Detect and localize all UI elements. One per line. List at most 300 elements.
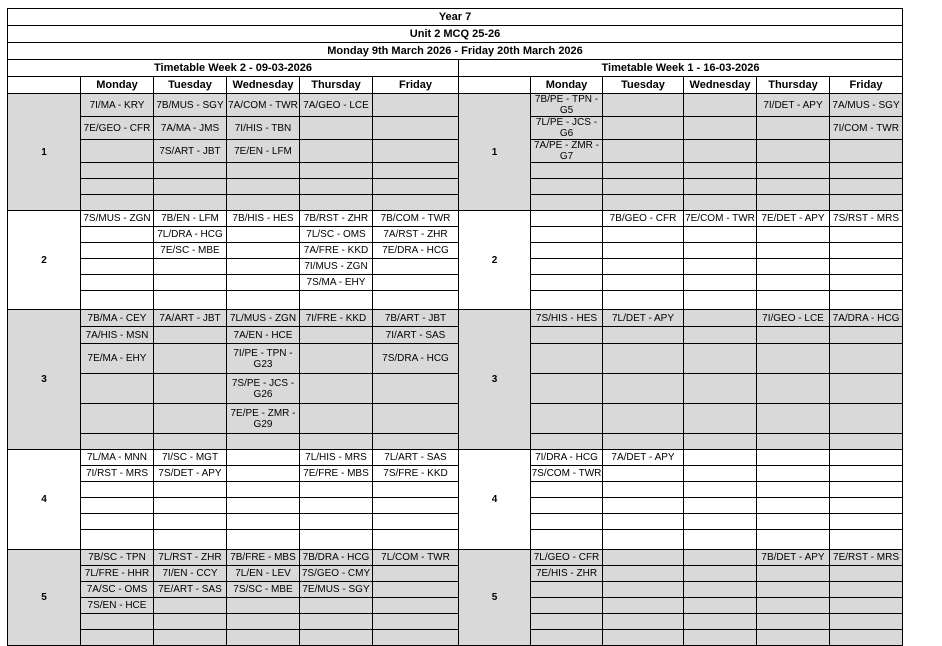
lesson-cell: 7A/ART - JBT bbox=[154, 310, 227, 327]
lesson-cell bbox=[603, 514, 684, 530]
unit-title: Unit 2 MCQ 25-26 bbox=[8, 26, 903, 43]
lesson-cell bbox=[684, 630, 757, 646]
lesson-cell: 7B/PE - TPN - G5 bbox=[531, 94, 603, 117]
lesson-cell bbox=[757, 566, 830, 582]
lesson-cell: 7I/DRA - HCG bbox=[531, 450, 603, 466]
lesson-cell: 7L/SC - OMS bbox=[300, 227, 373, 243]
lesson-cell bbox=[373, 94, 459, 117]
lesson-cell bbox=[684, 140, 757, 163]
lesson-cell bbox=[757, 598, 830, 614]
table-row bbox=[8, 404, 903, 434]
lesson-cell bbox=[300, 117, 373, 140]
lesson-cell bbox=[154, 344, 227, 374]
lesson-cell bbox=[603, 243, 684, 259]
lesson-cell: 7L/DET - APY bbox=[603, 310, 684, 327]
period-label: 2 bbox=[459, 211, 531, 310]
lesson-cell bbox=[373, 434, 459, 450]
lesson-cell bbox=[531, 163, 603, 179]
table-row bbox=[8, 117, 903, 140]
lesson-cell: 7A/MUS - SGY bbox=[830, 94, 903, 117]
lesson-cell bbox=[373, 530, 459, 550]
lesson-cell: 7I/EN - CCY bbox=[154, 566, 227, 582]
lesson-cell: 7S/MA - EHY bbox=[300, 275, 373, 291]
lesson-cell: 7S/GEO - CMY bbox=[300, 566, 373, 582]
lesson-cell bbox=[757, 514, 830, 530]
lesson-cell bbox=[757, 434, 830, 450]
table-row bbox=[8, 195, 903, 211]
lesson-cell bbox=[300, 514, 373, 530]
lesson-cell: 7A/FRE - KKD bbox=[300, 243, 373, 259]
lesson-cell bbox=[373, 404, 459, 434]
sheet-title: Year 7 bbox=[8, 9, 903, 26]
lesson-cell bbox=[81, 530, 154, 550]
lesson-cell: 7S/COM - TWR bbox=[531, 466, 603, 482]
lesson-cell: 7S/HIS - HES bbox=[531, 310, 603, 327]
table-row bbox=[8, 291, 903, 310]
lesson-cell bbox=[757, 195, 830, 211]
lesson-cell bbox=[830, 344, 903, 374]
lesson-cell bbox=[373, 582, 459, 598]
day-header: Wednesday bbox=[227, 77, 300, 94]
lesson-cell bbox=[757, 179, 830, 195]
lesson-cell: 7S/SC - MBE bbox=[227, 582, 300, 598]
lesson-cell: 7A/SC - OMS bbox=[81, 582, 154, 598]
lesson-cell bbox=[154, 179, 227, 195]
lesson-cell bbox=[603, 195, 684, 211]
lesson-cell bbox=[373, 598, 459, 614]
lesson-cell bbox=[830, 582, 903, 598]
lesson-cell bbox=[684, 434, 757, 450]
lesson-cell bbox=[757, 450, 830, 466]
lesson-cell bbox=[684, 227, 757, 243]
lesson-cell bbox=[684, 582, 757, 598]
lesson-cell bbox=[154, 514, 227, 530]
lesson-cell bbox=[830, 434, 903, 450]
lesson-cell: 7B/GEO - CFR bbox=[603, 211, 684, 227]
lesson-cell bbox=[154, 374, 227, 404]
lesson-cell bbox=[531, 227, 603, 243]
lesson-cell bbox=[757, 117, 830, 140]
lesson-cell: 7L/FRE - HHR bbox=[81, 566, 154, 582]
lesson-cell bbox=[684, 614, 757, 630]
table-row bbox=[8, 163, 903, 179]
lesson-cell bbox=[227, 466, 300, 482]
lesson-cell bbox=[154, 195, 227, 211]
lesson-cell: 7L/MA - MNN bbox=[81, 450, 154, 466]
lesson-cell bbox=[684, 514, 757, 530]
lesson-cell bbox=[531, 582, 603, 598]
lesson-cell: 7E/HIS - ZHR bbox=[531, 566, 603, 582]
day-header: Thursday bbox=[757, 77, 830, 94]
lesson-cell bbox=[227, 163, 300, 179]
day-header-row bbox=[8, 77, 903, 94]
lesson-cell bbox=[81, 195, 154, 211]
lesson-cell bbox=[81, 275, 154, 291]
lesson-cell: 7S/DRA - HCG bbox=[373, 344, 459, 374]
lesson-cell: 7E/GEO - CFR bbox=[81, 117, 154, 140]
lesson-cell bbox=[684, 530, 757, 550]
lesson-cell: 7I/MUS - ZGN bbox=[300, 259, 373, 275]
lesson-cell: 7A/DRA - HCG bbox=[830, 310, 903, 327]
lesson-cell bbox=[603, 630, 684, 646]
lesson-cell bbox=[300, 598, 373, 614]
lesson-cell bbox=[373, 630, 459, 646]
lesson-cell bbox=[81, 614, 154, 630]
lesson-cell bbox=[531, 598, 603, 614]
lesson-cell: 7E/PE - ZMR - G29 bbox=[227, 404, 300, 434]
lesson-cell bbox=[830, 450, 903, 466]
day-header: Tuesday bbox=[154, 77, 227, 94]
lesson-cell: 7L/EN - LEV bbox=[227, 566, 300, 582]
lesson-cell bbox=[684, 94, 757, 117]
lesson-cell bbox=[684, 163, 757, 179]
lesson-cell bbox=[757, 344, 830, 374]
lesson-cell bbox=[373, 482, 459, 498]
lesson-cell bbox=[373, 291, 459, 310]
lesson-cell bbox=[603, 466, 684, 482]
lesson-cell bbox=[684, 498, 757, 514]
lesson-cell bbox=[531, 179, 603, 195]
table-row bbox=[8, 275, 903, 291]
lesson-cell bbox=[830, 498, 903, 514]
lesson-cell bbox=[830, 514, 903, 530]
period-label: 2 bbox=[8, 211, 81, 310]
lesson-cell bbox=[684, 310, 757, 327]
lesson-cell bbox=[531, 291, 603, 310]
lesson-cell bbox=[531, 327, 603, 344]
table-row bbox=[8, 630, 903, 646]
lesson-cell bbox=[531, 630, 603, 646]
lesson-cell bbox=[531, 243, 603, 259]
lesson-cell bbox=[154, 614, 227, 630]
day-header: Friday bbox=[373, 77, 459, 94]
lesson-cell bbox=[227, 291, 300, 310]
lesson-cell bbox=[154, 327, 227, 344]
lesson-cell: 7A/GEO - LCE bbox=[300, 94, 373, 117]
lesson-cell bbox=[603, 582, 684, 598]
lesson-cell bbox=[757, 291, 830, 310]
lesson-cell bbox=[830, 374, 903, 404]
lesson-cell bbox=[300, 140, 373, 163]
week-1-title: Timetable Week 1 - 16-03-2026 bbox=[459, 60, 903, 77]
timetable bbox=[7, 8, 903, 646]
table-row bbox=[8, 259, 903, 275]
lesson-cell: 7I/FRE - KKD bbox=[300, 310, 373, 327]
lesson-cell bbox=[830, 466, 903, 482]
period-label: 4 bbox=[459, 450, 531, 550]
lesson-cell: 7E/RST - MRS bbox=[830, 550, 903, 566]
lesson-cell: 7I/GEO - LCE bbox=[757, 310, 830, 327]
lesson-cell bbox=[300, 482, 373, 498]
lesson-cell: 7B/MA - CEY bbox=[81, 310, 154, 327]
lesson-cell: 7L/ART - SAS bbox=[373, 450, 459, 466]
lesson-cell bbox=[757, 243, 830, 259]
lesson-cell bbox=[830, 566, 903, 582]
lesson-cell: 7E/DRA - HCG bbox=[373, 243, 459, 259]
lesson-cell bbox=[684, 450, 757, 466]
week-2-title: Timetable Week 2 - 09-03-2026 bbox=[8, 60, 459, 77]
lesson-cell: 7S/PE - JCS - G26 bbox=[227, 374, 300, 404]
lesson-cell bbox=[830, 195, 903, 211]
lesson-cell bbox=[531, 434, 603, 450]
lesson-cell bbox=[227, 195, 300, 211]
lesson-cell bbox=[684, 327, 757, 344]
lesson-cell bbox=[603, 163, 684, 179]
lesson-cell bbox=[154, 163, 227, 179]
lesson-cell: 7I/HIS - TBN bbox=[227, 117, 300, 140]
lesson-cell: 7S/MUS - ZGN bbox=[81, 211, 154, 227]
period-label: 4 bbox=[8, 450, 81, 550]
table-row bbox=[8, 140, 903, 163]
lesson-cell bbox=[684, 117, 757, 140]
lesson-cell bbox=[81, 259, 154, 275]
lesson-cell bbox=[830, 259, 903, 275]
table-row bbox=[8, 498, 903, 514]
lesson-cell bbox=[227, 498, 300, 514]
lesson-cell: 7B/RST - ZHR bbox=[300, 211, 373, 227]
table-row bbox=[8, 179, 903, 195]
lesson-cell bbox=[531, 211, 603, 227]
lesson-cell: 7B/SC - TPN bbox=[81, 550, 154, 566]
lesson-cell bbox=[154, 630, 227, 646]
lesson-cell bbox=[531, 275, 603, 291]
lesson-cell bbox=[830, 327, 903, 344]
lesson-cell: 7L/DRA - HCG bbox=[154, 227, 227, 243]
lesson-cell bbox=[830, 404, 903, 434]
lesson-cell: 7E/EN - LFM bbox=[227, 140, 300, 163]
lesson-cell: 7I/MA - KRY bbox=[81, 94, 154, 117]
lesson-cell bbox=[227, 614, 300, 630]
lesson-cell bbox=[757, 327, 830, 344]
lesson-cell bbox=[603, 498, 684, 514]
lesson-cell bbox=[300, 434, 373, 450]
lesson-cell bbox=[830, 163, 903, 179]
lesson-cell bbox=[227, 530, 300, 550]
lesson-cell: 7S/RST - MRS bbox=[830, 211, 903, 227]
lesson-cell bbox=[81, 514, 154, 530]
corner-blank bbox=[8, 77, 81, 94]
lesson-cell bbox=[830, 291, 903, 310]
lesson-cell bbox=[684, 275, 757, 291]
lesson-cell bbox=[757, 227, 830, 243]
lesson-cell bbox=[531, 498, 603, 514]
lesson-cell bbox=[227, 227, 300, 243]
period-label: 3 bbox=[459, 310, 531, 450]
lesson-cell bbox=[531, 344, 603, 374]
lesson-cell: 7B/ART - JBT bbox=[373, 310, 459, 327]
table-row bbox=[8, 550, 903, 566]
lesson-cell bbox=[757, 614, 830, 630]
lesson-cell bbox=[830, 243, 903, 259]
lesson-cell: 7I/ART - SAS bbox=[373, 327, 459, 344]
lesson-cell bbox=[603, 550, 684, 566]
lesson-cell bbox=[531, 482, 603, 498]
table-row bbox=[8, 566, 903, 582]
lesson-cell bbox=[373, 195, 459, 211]
lesson-cell: 7B/FRE - MBS bbox=[227, 550, 300, 566]
lesson-cell bbox=[531, 374, 603, 404]
lesson-cell bbox=[300, 614, 373, 630]
lesson-cell: 7S/DET - APY bbox=[154, 466, 227, 482]
lesson-cell bbox=[300, 530, 373, 550]
lesson-cell bbox=[154, 404, 227, 434]
lesson-cell: 7E/FRE - MBS bbox=[300, 466, 373, 482]
date-range: Monday 9th March 2026 - Friday 20th March 2026 bbox=[8, 43, 903, 60]
lesson-cell bbox=[757, 163, 830, 179]
lesson-cell bbox=[300, 374, 373, 404]
lesson-cell: 7S/FRE - KKD bbox=[373, 466, 459, 482]
lesson-cell bbox=[830, 482, 903, 498]
lesson-cell bbox=[603, 566, 684, 582]
lesson-cell bbox=[300, 327, 373, 344]
table-row bbox=[8, 530, 903, 550]
day-header: Wednesday bbox=[684, 77, 757, 94]
lesson-cell bbox=[81, 227, 154, 243]
lesson-cell bbox=[603, 530, 684, 550]
lesson-cell bbox=[531, 195, 603, 211]
lesson-cell: 7B/HIS - HES bbox=[227, 211, 300, 227]
table-row bbox=[8, 466, 903, 482]
lesson-cell: 7A/COM - TWR bbox=[227, 94, 300, 117]
lesson-cell bbox=[227, 630, 300, 646]
lesson-cell bbox=[603, 140, 684, 163]
lesson-cell: 7B/DRA - HCG bbox=[300, 550, 373, 566]
lesson-cell bbox=[227, 259, 300, 275]
lesson-cell bbox=[227, 450, 300, 466]
lesson-cell bbox=[603, 434, 684, 450]
lesson-cell bbox=[684, 482, 757, 498]
lesson-cell: 7E/MUS - SGY bbox=[300, 582, 373, 598]
lesson-cell bbox=[154, 434, 227, 450]
lesson-cell bbox=[684, 195, 757, 211]
table-row bbox=[8, 327, 903, 344]
table-row bbox=[8, 482, 903, 498]
lesson-cell bbox=[684, 550, 757, 566]
day-header: Tuesday bbox=[603, 77, 684, 94]
lesson-cell: 7E/DET - APY bbox=[757, 211, 830, 227]
lesson-cell: 7A/HIS - MSN bbox=[81, 327, 154, 344]
lesson-cell bbox=[373, 514, 459, 530]
lesson-cell bbox=[684, 179, 757, 195]
day-header: Monday bbox=[531, 77, 603, 94]
lesson-cell: 7B/MUS - SGY bbox=[154, 94, 227, 117]
lesson-cell bbox=[227, 514, 300, 530]
lesson-cell bbox=[300, 404, 373, 434]
lesson-cell: 7A/PE - ZMR - G7 bbox=[531, 140, 603, 163]
lesson-cell: 7S/EN - HCE bbox=[81, 598, 154, 614]
lesson-cell bbox=[373, 259, 459, 275]
lesson-cell bbox=[300, 195, 373, 211]
lesson-cell bbox=[81, 140, 154, 163]
table-row bbox=[8, 344, 903, 374]
lesson-cell bbox=[531, 514, 603, 530]
lesson-cell bbox=[81, 498, 154, 514]
lesson-cell bbox=[300, 498, 373, 514]
table-row bbox=[8, 374, 903, 404]
lesson-cell bbox=[684, 466, 757, 482]
lesson-cell bbox=[603, 291, 684, 310]
lesson-cell bbox=[603, 117, 684, 140]
lesson-cell bbox=[373, 566, 459, 582]
table-row bbox=[8, 243, 903, 259]
lesson-cell bbox=[227, 243, 300, 259]
lesson-cell bbox=[154, 275, 227, 291]
day-header: Monday bbox=[81, 77, 154, 94]
lesson-cell bbox=[757, 530, 830, 550]
lesson-cell bbox=[373, 117, 459, 140]
lesson-cell bbox=[373, 275, 459, 291]
lesson-cell bbox=[830, 614, 903, 630]
lesson-cell: 7E/MA - EHY bbox=[81, 344, 154, 374]
lesson-cell: 7B/COM - TWR bbox=[373, 211, 459, 227]
lesson-cell bbox=[227, 482, 300, 498]
lesson-cell bbox=[684, 291, 757, 310]
period-label: 5 bbox=[459, 550, 531, 646]
lesson-cell bbox=[603, 404, 684, 434]
lesson-cell bbox=[81, 404, 154, 434]
table-row bbox=[8, 598, 903, 614]
lesson-cell bbox=[81, 179, 154, 195]
lesson-cell bbox=[531, 404, 603, 434]
lesson-cell: 7L/COM - TWR bbox=[373, 550, 459, 566]
lesson-cell bbox=[81, 482, 154, 498]
lesson-cell bbox=[757, 630, 830, 646]
lesson-cell bbox=[227, 275, 300, 291]
lesson-cell: 7E/COM - TWR bbox=[684, 211, 757, 227]
lesson-cell bbox=[300, 291, 373, 310]
lesson-cell bbox=[373, 140, 459, 163]
lesson-cell bbox=[684, 344, 757, 374]
lesson-cell bbox=[227, 434, 300, 450]
lesson-cell bbox=[154, 498, 227, 514]
lesson-cell bbox=[154, 259, 227, 275]
lesson-cell: 7S/ART - JBT bbox=[154, 140, 227, 163]
lesson-cell: 7A/DET - APY bbox=[603, 450, 684, 466]
lesson-cell bbox=[830, 227, 903, 243]
lesson-cell bbox=[603, 374, 684, 404]
lesson-cell bbox=[830, 275, 903, 291]
lesson-cell bbox=[373, 498, 459, 514]
lesson-cell bbox=[154, 291, 227, 310]
lesson-cell bbox=[154, 598, 227, 614]
lesson-cell bbox=[603, 94, 684, 117]
lesson-cell bbox=[373, 179, 459, 195]
table-row bbox=[8, 227, 903, 243]
lesson-cell bbox=[531, 614, 603, 630]
lesson-cell bbox=[757, 275, 830, 291]
lesson-cell bbox=[684, 598, 757, 614]
lesson-cell: 7E/SC - MBE bbox=[154, 243, 227, 259]
lesson-cell: 7E/ART - SAS bbox=[154, 582, 227, 598]
lesson-cell bbox=[603, 598, 684, 614]
lesson-cell bbox=[373, 614, 459, 630]
lesson-cell: 7L/GEO - CFR bbox=[531, 550, 603, 566]
lesson-cell: 7B/EN - LFM bbox=[154, 211, 227, 227]
lesson-cell bbox=[757, 482, 830, 498]
lesson-cell: 7B/DET - APY bbox=[757, 550, 830, 566]
period-label: 1 bbox=[459, 94, 531, 211]
table-row bbox=[8, 614, 903, 630]
lesson-cell bbox=[757, 374, 830, 404]
table-row bbox=[8, 582, 903, 598]
lesson-cell bbox=[531, 259, 603, 275]
lesson-cell bbox=[227, 179, 300, 195]
lesson-cell: 7I/SC - MGT bbox=[154, 450, 227, 466]
lesson-cell bbox=[830, 179, 903, 195]
lesson-cell bbox=[300, 344, 373, 374]
lesson-cell bbox=[757, 498, 830, 514]
lesson-cell bbox=[603, 344, 684, 374]
